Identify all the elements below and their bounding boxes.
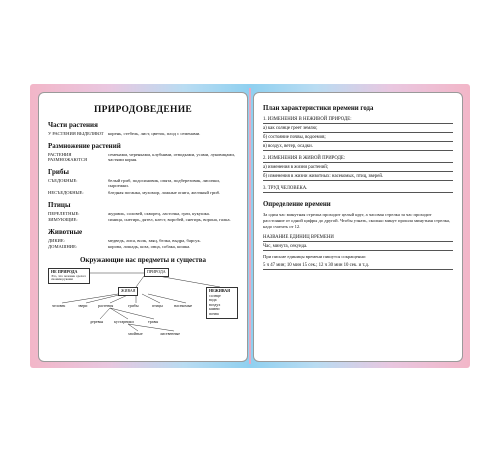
row-value: медведь, лиса, волк, заяц, белка, выдра, барсук. [108,237,201,243]
section-mushrooms [48,168,238,196]
living-child: грибы [128,302,139,308]
page-title: План характеристики времени года [263,105,374,112]
plan-item: а) как солнце греет землю; [263,126,453,133]
not-nature-label: НЕ ПРИРОДА [51,268,78,274]
nonliving-item: воздух [209,301,221,307]
plants-child: деревья [90,318,104,324]
subrow-item: хвойные [128,330,143,336]
section-heading: Определение времени [263,201,331,208]
row-key: ПЕРЕЛЕТНЫЕ: [48,210,80,216]
nonliving-item: вода [209,297,217,303]
not-nature-note: Это, что человек сделал своими руками [51,273,86,282]
plan-item: б) изменения в жизни животных: насекомых, птиц, зверей. [263,174,453,181]
plan-item: 3. ТРУД ЧЕЛОВЕКА. [263,186,453,193]
right-page [253,92,463,362]
left-page [38,92,248,362]
row-key: НЕСЪЕДОБНЫЕ: [48,189,84,195]
plan-item: 2. ИЗМЕНЕНИЯ В ЖИВОЙ ПРИРОДЕ: [263,156,453,163]
list-item [48,131,238,137]
nature-diagram [48,267,240,342]
section-heading: Животные [48,227,83,236]
not-nature-box [48,268,90,284]
list-item [48,217,238,223]
section-heading: Грибы [48,167,69,176]
living-label: ЖИВАЯ [121,287,136,293]
row-key: СЪЕДОБНЫЕ: [48,177,78,183]
row-value: бледная поганка, мухомор, ложные опята, желчный гриб. [108,189,221,195]
plan-item: б) состояние почвы, водоемов; [263,135,453,142]
paragraph: При письме единицы времени пишутся сокращенно: [263,254,367,259]
row-key: У РАСТЕНИЯ ВЫДЕЛЯЮТ [48,131,104,136]
row-key: ДОМАШНИЕ: [48,244,78,250]
section-heading: Птицы [48,200,71,209]
nature-root-label: ПРИРОДА [147,268,166,274]
section-heading: Части растения [48,121,98,129]
nonliving-label: НЕЖИВАЯ [209,287,231,293]
plan-item: в) воздух, ветер, осадки. [263,144,453,151]
list-item [48,152,238,163]
row-key: РАСТЕНИЯ РАЗМНОЖАЮТСЯ [48,151,88,163]
nature-root-box [144,268,169,277]
diagram-title: Окружающие нас предметы и существа [79,255,207,264]
living-child: звери [78,302,88,308]
row-key: ЗИМУЮЩИЕ: [48,217,78,223]
row-value: семенами, черенками, клубнями, отводками, усами, луковицами, частями корня. [108,151,235,163]
book-spine [249,88,251,364]
living-child: насекомые [174,302,193,308]
section-heading: Размножение растений [48,141,121,150]
row-key: ДИКИЕ: [48,237,65,243]
list-item [48,211,238,217]
living-child: птицы [152,302,163,308]
page-title: ПРИРОДОВЕДЕНИЕ [93,105,193,115]
plants-child: травы [148,318,159,324]
row-value: корова, лошадь, коза, овца, собака, кошка. [108,244,191,250]
section-plant-reproduction [48,142,238,163]
list-item [48,244,238,250]
list-item [48,238,238,244]
subrow-item: лиственные [160,330,181,336]
example: 5 ч 47 мин; 10 мин 15 сек.; 12 ч 30 мин 10 сек. и т.д. [263,263,453,270]
plants-child: кустарники [114,318,134,324]
paragraph: За один час минутная стрелка проходит целый круг, а часовая стрелка за час проходит расстояние от одной цифры до другой. Чтобы узнать, сколько минут прошла минутная стрелка, надо считать от 12. [263,212,451,229]
living-child: растения [98,302,114,308]
section-birds [48,201,238,223]
nonliving-item: камни [209,306,220,312]
row-value: корень, стебель, лист, цветок, плод с семенами. [108,131,201,136]
list-item [48,178,238,189]
nonliving-item: почва [209,310,219,316]
living-box [118,287,138,296]
row-value: журавль, соловей, скворец, ласточка, грач, кукушка. [108,210,210,216]
plan-item: а) изменения в жизни растений; [263,165,453,172]
section-plant-parts [48,121,238,137]
row-value: белый гриб, подосиновик, опята, подберезовик, лисички, сыроежки. [108,177,220,189]
living-child: человек [52,302,66,308]
nonliving-item: солнце [209,292,221,298]
units-list: Час, минута, секунда. [263,244,453,251]
section-animals [48,228,238,250]
nonliving-box [206,287,238,319]
row-value: синица, снегирь, дятел, клест, воробей, снегирь, ворона, галка. [108,217,231,223]
units-heading: НАЗВАНИЕ ЕДИНИЦ ВРЕМЕНИ [263,235,453,242]
plan-item: 1. ИЗМЕНЕНИЯ В НЕЖИВОЙ ПРИРОДЕ: [263,117,453,124]
list-item [48,190,238,196]
